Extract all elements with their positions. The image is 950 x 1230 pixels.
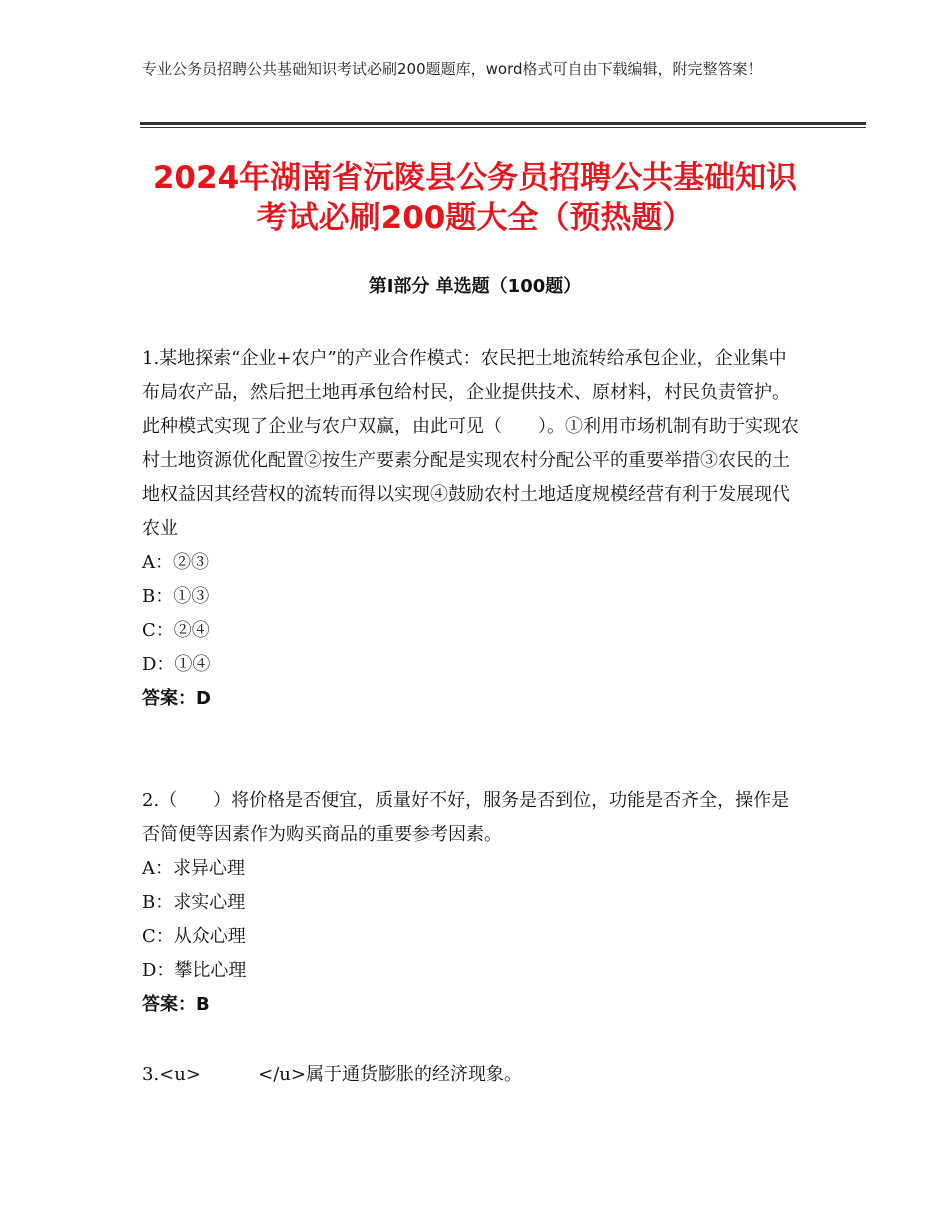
option-b: B：求实心理 <box>142 892 246 913</box>
question-2 <box>142 784 802 1022</box>
option-c: C：②④ <box>142 620 210 641</box>
question-3 <box>142 1058 802 1092</box>
question-text: 1.某地探索“企业+农户”的产业合作模式：农民把土地流转给承包企业，企业集中布局农产品，然后把土地再承包给村民，企业提供技术、原材料，村民负责管护。此种模式实现了企业与农户双赢，由此可见（ ）。①利用市场机制有助于实现农村土地资源优化配置②按生产要素分配是实现农村分配公平的重要举措③农民的土地权益因其经营权的流转而得以实现④鼓励农村土地适度规模经营有利于发展现代农业 <box>142 348 799 539</box>
option-d: D：①④ <box>142 654 211 675</box>
option-c: C：从众心理 <box>142 926 246 947</box>
section-title: 第Ⅰ部分 单选题（100题） <box>368 276 582 297</box>
header-divider-thin <box>140 127 866 128</box>
document-title: 2024年湖南省沅陵县公务员招聘公共基础知识考试必刷200题大全（预热题） <box>152 160 798 236</box>
option-a: A：求异心理 <box>142 858 245 879</box>
header-divider-thick <box>140 122 866 125</box>
option-a: A：②③ <box>142 552 209 573</box>
header-note: 专业公务员招聘公共基础知识考试必刷200题题库，word格式可自由下载编辑，附完整答案！ <box>142 60 763 78</box>
question-text: 3.<u> </u>属于通货膨胀的经济现象。 <box>142 1064 522 1085</box>
answer: 答案：D <box>142 688 211 709</box>
question-1 <box>142 342 802 716</box>
question-text: 2.（ ）将价格是否便宜，质量好不好，服务是否到位，功能是否齐全，操作是否简便等因素作为购买商品的重要参考因素。 <box>142 790 790 845</box>
option-d: D：攀比心理 <box>142 960 247 981</box>
answer: 答案：B <box>142 994 210 1015</box>
option-b: B：①③ <box>142 586 210 607</box>
